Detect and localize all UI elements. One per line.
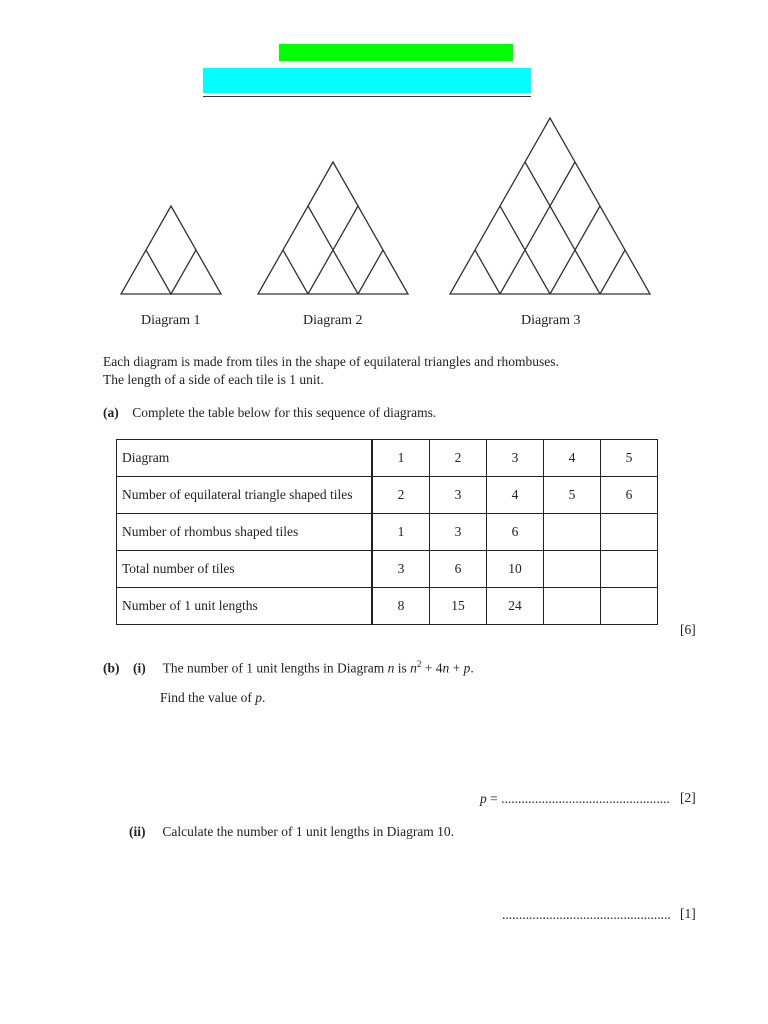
table-row bbox=[117, 551, 658, 588]
highlight-bar-green bbox=[279, 44, 513, 61]
table-cell: 3 bbox=[372, 551, 430, 588]
diagram-1-figure bbox=[121, 206, 221, 294]
answer-cell[interactable] bbox=[544, 514, 601, 551]
table-cell: 4 bbox=[487, 477, 544, 514]
table-cell: 6 bbox=[601, 477, 658, 514]
diagram-2-figure bbox=[258, 162, 408, 294]
part-b-ii-marks: [1] bbox=[680, 906, 696, 921]
row-label: Diagram bbox=[117, 440, 373, 477]
table-row bbox=[117, 477, 658, 514]
part-a-question bbox=[103, 404, 436, 422]
answer-cell[interactable] bbox=[544, 588, 601, 625]
answer-cell[interactable] bbox=[601, 514, 658, 551]
table-cell: 24 bbox=[487, 588, 544, 625]
part-b-label: (b) bbox=[103, 660, 120, 676]
row-label: Number of rhombus shaped tiles bbox=[117, 514, 373, 551]
table-cell: 2 bbox=[372, 477, 430, 514]
table-cell: 2 bbox=[430, 440, 487, 477]
row-label: Number of 1 unit lengths bbox=[117, 588, 373, 625]
part-a-label: (a) bbox=[103, 405, 119, 420]
answer-cell[interactable] bbox=[544, 551, 601, 588]
table-cell: 1 bbox=[372, 514, 430, 551]
part-a-text: Complete the table below for this sequence of diagrams. bbox=[132, 405, 437, 420]
part-b-i-answer-line[interactable]: p = .................................................. bbox=[480, 791, 670, 806]
part-b-i-marks: [2] bbox=[680, 790, 696, 805]
table-cell: 1 bbox=[372, 440, 430, 477]
sequence-table bbox=[116, 439, 658, 625]
row-label: Number of equilateral triangle shaped tiles bbox=[117, 477, 373, 514]
intro-line-1: Each diagram is made from tiles in the shape of equilateral triangles and rhombuses. bbox=[103, 354, 559, 369]
highlight-bar-cyan bbox=[203, 68, 531, 93]
part-b-ii-question: (ii) Calculate the number of 1 unit lengths in Diagram 10. bbox=[129, 824, 455, 839]
part-a-marks: [6] bbox=[680, 622, 696, 637]
answer-dots[interactable]: .................................................. bbox=[502, 907, 671, 922]
table-cell: 3 bbox=[487, 440, 544, 477]
intro-line-2: The length of a side of each tile is 1 unit. bbox=[103, 372, 324, 387]
table-cell: 4 bbox=[544, 440, 601, 477]
header-rule bbox=[203, 96, 531, 97]
part-b-i-label: (i) bbox=[133, 660, 146, 676]
table-row bbox=[117, 440, 658, 477]
row-label: Total number of tiles bbox=[117, 551, 373, 588]
answer-cell[interactable] bbox=[601, 551, 658, 588]
part-b-i-question: (b) (i) The number of 1 unit lengths in Diagram n is $n^2 + 4n + p$. bbox=[103, 659, 474, 676]
table-row bbox=[117, 514, 658, 551]
diagram-3-label: Diagram 3 bbox=[521, 313, 581, 328]
diagram-1-label: Diagram 1 bbox=[141, 313, 201, 328]
diagram-2-label: Diagram 2 bbox=[303, 313, 363, 328]
answer-cell[interactable] bbox=[601, 588, 658, 625]
table-cell: 6 bbox=[430, 551, 487, 588]
part-b-ii-answer-line[interactable] bbox=[502, 906, 671, 924]
table-cell: 6 bbox=[487, 514, 544, 551]
table-cell: 5 bbox=[601, 440, 658, 477]
answer-dots[interactable]: .................................................. bbox=[501, 791, 670, 806]
table-cell: 5 bbox=[544, 477, 601, 514]
table-cell: 15 bbox=[430, 588, 487, 625]
table-cell: 3 bbox=[430, 477, 487, 514]
diagram-3-figure bbox=[450, 118, 650, 294]
table-cell: 8 bbox=[372, 588, 430, 625]
table-cell: 10 bbox=[487, 551, 544, 588]
table-row bbox=[117, 588, 658, 625]
triangle-diagrams bbox=[0, 100, 768, 340]
table-cell: 3 bbox=[430, 514, 487, 551]
part-b-i-find: Find the value of p. bbox=[160, 690, 266, 705]
part-b-ii-label: (ii) bbox=[129, 824, 146, 839]
